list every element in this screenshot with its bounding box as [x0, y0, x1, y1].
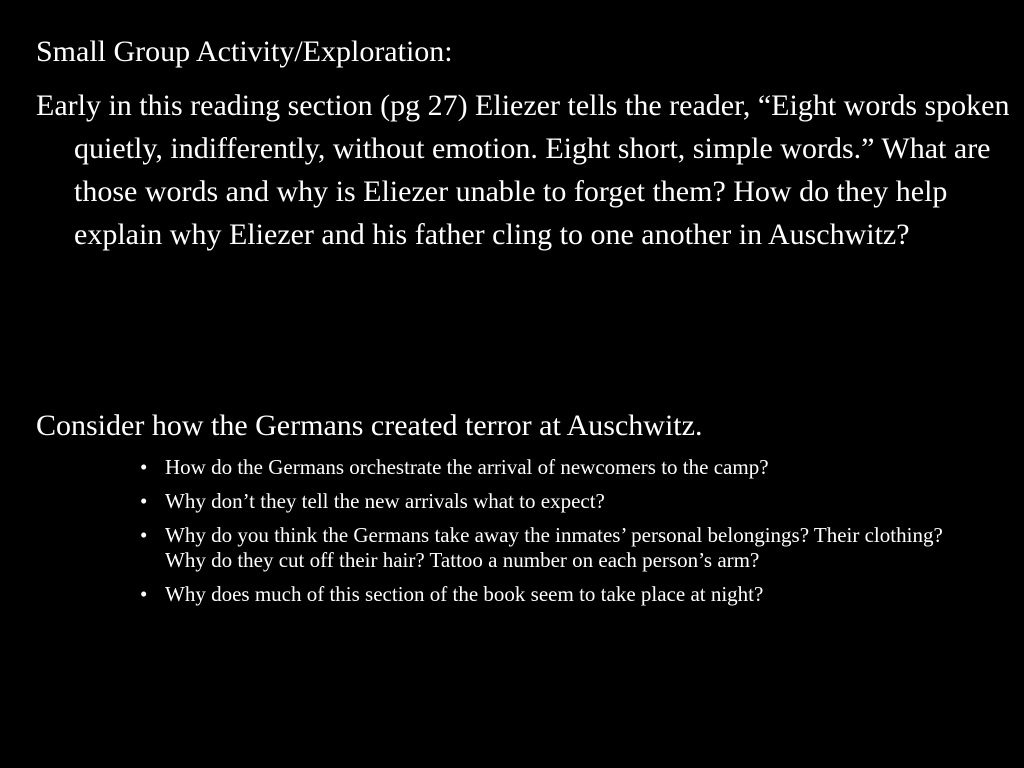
bullet-item — [140, 455, 960, 480]
bullet-text: How do the Germans orchestrate the arrival of newcomers to the camp? — [165, 455, 769, 479]
bullet-icon: • — [140, 489, 148, 513]
question-paragraph: Early in this reading section (pg 27) Eliezer tells the reader, “Eight words spoken quietly, indifferently, without emotion. Eight short, simple words.” What are those words and why is Eliezer unable to forget them? How do they help explain why Eliezer and his father cling to one another in Auschwitz? — [36, 89, 1010, 251]
bullet-text: Why don’t they tell the new arrivals what to expect? — [165, 489, 605, 513]
bullet-icon: • — [140, 455, 148, 479]
bullet-item — [140, 489, 960, 514]
bullet-icon: • — [140, 523, 148, 547]
bullet-item — [140, 523, 960, 573]
bullet-item — [140, 582, 960, 607]
bullet-list — [140, 455, 960, 616]
bullet-icon: • — [140, 582, 148, 606]
bullet-text: Why does much of this section of the book seem to take place at night? — [165, 582, 764, 606]
bullet-text: Why do you think the Germans take away the inmates’ personal belongings? Their clothing? Why do they cut off their hair? Tattoo a number on each person’s arm? — [165, 523, 943, 572]
slide-heading: Small Group Activity/Exploration: — [36, 35, 453, 68]
slide-subheading: Consider how the Germans created terror at Auschwitz. — [36, 409, 703, 442]
